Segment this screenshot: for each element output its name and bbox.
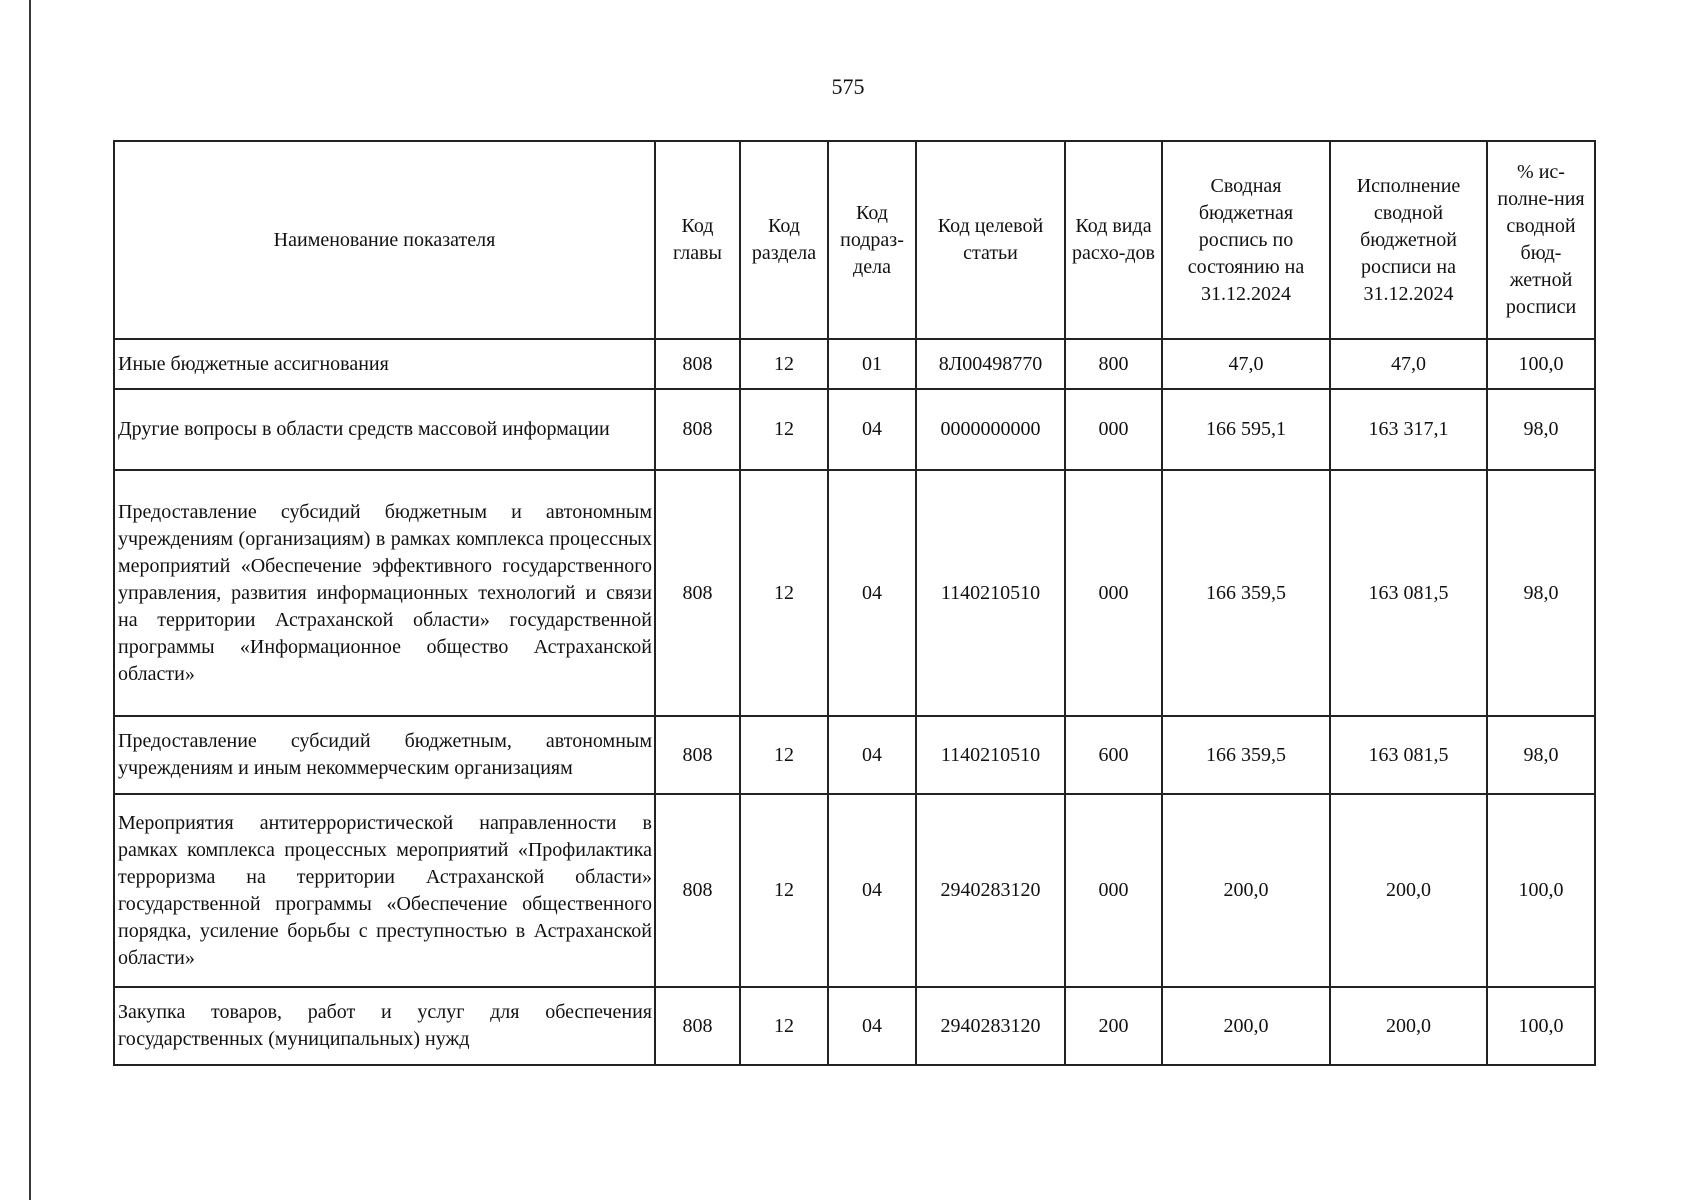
cell-celevaya: 1140210510 xyxy=(916,470,1065,716)
page-binding-line xyxy=(29,0,31,1200)
cell-percent: 98,0 xyxy=(1487,389,1595,470)
cell-name: Предоставление субсидий бюджетным, автономным учреждениям и иным некоммерческим организациям xyxy=(114,716,655,794)
cell-name: Предоставление субсидий бюджетным и автономным учреждениям (организациям) в рамках комплекса процессных мероприятий «Обеспечение эффективного государственного управления, развития информационных технологий и связи на территории Астраханской области» государственной программы «Информационное общество Астраханской области» xyxy=(114,470,655,716)
cell-podrazdel: 04 xyxy=(828,794,916,987)
table-row xyxy=(114,794,1595,987)
cell-vid: 200 xyxy=(1065,987,1162,1065)
cell-celevaya: 8Л00498770 xyxy=(916,339,1065,389)
header-ispolnenie: Исполнение сводной бюджетной росписи на 31.12.2024 xyxy=(1330,141,1487,339)
budget-execution-table xyxy=(113,140,1596,1066)
header-name: Наименование показателя xyxy=(114,141,655,339)
cell-vid: 000 xyxy=(1065,794,1162,987)
cell-percent: 98,0 xyxy=(1487,470,1595,716)
cell-razdel: 12 xyxy=(740,470,828,716)
cell-razdel: 12 xyxy=(740,339,828,389)
table-row xyxy=(114,987,1595,1065)
header-podrazdel: Код подраз-дела xyxy=(828,141,916,339)
cell-razdel: 12 xyxy=(740,794,828,987)
cell-percent: 100,0 xyxy=(1487,339,1595,389)
cell-ispolnenie: 163 081,5 xyxy=(1330,716,1487,794)
table-row xyxy=(114,470,1595,716)
cell-percent: 98,0 xyxy=(1487,716,1595,794)
cell-rospis: 200,0 xyxy=(1162,987,1330,1065)
cell-vid: 800 xyxy=(1065,339,1162,389)
page-number: 575 xyxy=(831,74,865,99)
cell-podrazdel: 04 xyxy=(828,470,916,716)
header-glava: Код главы xyxy=(655,141,740,339)
cell-vid: 000 xyxy=(1065,389,1162,470)
header-razdel: Код раздела xyxy=(740,141,828,339)
cell-ispolnenie: 200,0 xyxy=(1330,794,1487,987)
cell-razdel: 12 xyxy=(740,389,828,470)
cell-rospis: 166 359,5 xyxy=(1162,470,1330,716)
cell-percent: 100,0 xyxy=(1487,987,1595,1065)
cell-celevaya: 1140210510 xyxy=(916,716,1065,794)
table-row xyxy=(114,339,1595,389)
cell-podrazdel: 04 xyxy=(828,987,916,1065)
cell-name: Мероприятия антитеррористической направленности в рамках комплекса процессных мероприятий «Профилактика терроризма на территории Астраханской области» государственной программы «Обеспечение общественного порядка, усиление борьбы с преступностью в Астраханской области» xyxy=(114,794,655,987)
cell-name: Иные бюджетные ассигнования xyxy=(114,339,655,389)
cell-vid: 000 xyxy=(1065,470,1162,716)
cell-rospis: 200,0 xyxy=(1162,794,1330,987)
cell-name: Другие вопросы в области средств массовой информации xyxy=(114,389,655,470)
table-header-row xyxy=(114,141,1595,339)
cell-glava: 808 xyxy=(655,470,740,716)
cell-razdel: 12 xyxy=(740,987,828,1065)
cell-glava: 808 xyxy=(655,794,740,987)
cell-rospis: 47,0 xyxy=(1162,339,1330,389)
table-row xyxy=(114,716,1595,794)
cell-podrazdel: 04 xyxy=(828,716,916,794)
cell-razdel: 12 xyxy=(740,716,828,794)
cell-podrazdel: 04 xyxy=(828,389,916,470)
cell-ispolnenie: 200,0 xyxy=(1330,987,1487,1065)
cell-name: Закупка товаров, работ и услуг для обеспечения государственных (муниципальных) нужд xyxy=(114,987,655,1065)
cell-glava: 808 xyxy=(655,389,740,470)
cell-ispolnenie: 163 317,1 xyxy=(1330,389,1487,470)
cell-glava: 808 xyxy=(655,987,740,1065)
header-celevaya: Код целевой статьи xyxy=(916,141,1065,339)
header-percent: % ис-полне-ния сводной бюд-жетной росписи xyxy=(1487,141,1595,339)
cell-rospis: 166 595,1 xyxy=(1162,389,1330,470)
cell-ispolnenie: 47,0 xyxy=(1330,339,1487,389)
cell-vid: 600 xyxy=(1065,716,1162,794)
cell-celevaya: 0000000000 xyxy=(916,389,1065,470)
cell-glava: 808 xyxy=(655,339,740,389)
header-rospis: Сводная бюджетная роспись по состоянию на 31.12.2024 xyxy=(1162,141,1330,339)
cell-podrazdel: 01 xyxy=(828,339,916,389)
cell-celevaya: 2940283120 xyxy=(916,987,1065,1065)
cell-ispolnenie: 163 081,5 xyxy=(1330,470,1487,716)
table-row xyxy=(114,389,1595,470)
cell-rospis: 166 359,5 xyxy=(1162,716,1330,794)
header-vid: Код вида расхо-дов xyxy=(1065,141,1162,339)
cell-celevaya: 2940283120 xyxy=(916,794,1065,987)
cell-percent: 100,0 xyxy=(1487,794,1595,987)
cell-glava: 808 xyxy=(655,716,740,794)
